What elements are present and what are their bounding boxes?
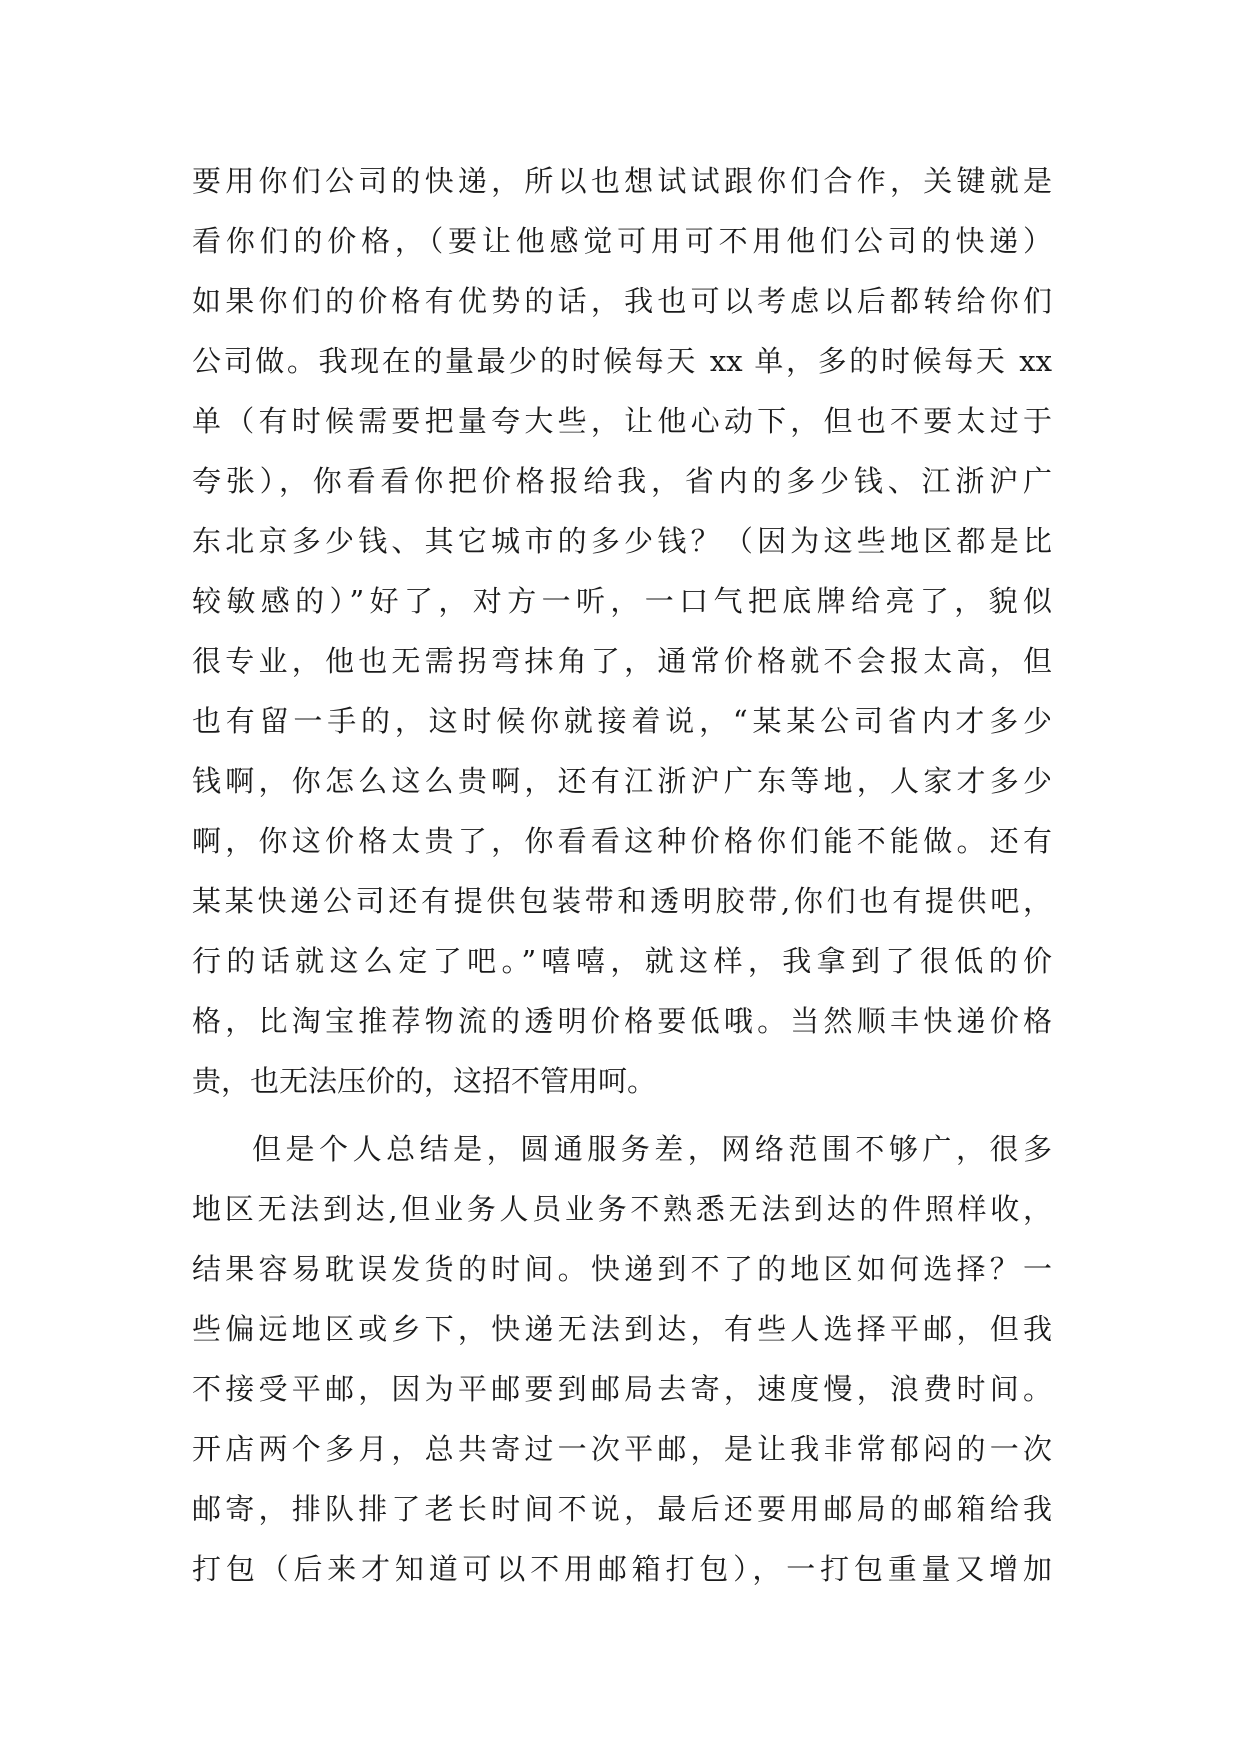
paragraph-line: 某某快递公司还有提供包装带和透明胶带,你们也有提供吧， — [192, 884, 1052, 918]
paragraph-line: 开店两个多月，总共寄过一次平邮，是让我非常郁闷的一次 — [192, 1432, 1052, 1466]
paragraph-line: 地区无法到达,但业务人员业务不熟悉无法到达的件照样收， — [192, 1192, 1052, 1226]
paragraph-line: 公司做。我现在的量最少的时候每天 xx 单，多的时候每天 xx — [192, 344, 1052, 378]
paragraph-line: 但是个人总结是，圆通服务差，网络范围不够广，很多 — [252, 1132, 1052, 1166]
paragraph-line: 啊，你这价格太贵了，你看看这种价格你们能不能做。还有 — [192, 824, 1052, 858]
paragraph-2 — [192, 1128, 1052, 1608]
paragraph-line: 格，比淘宝推荐物流的透明价格要低哦。当然顺丰快递价格 — [192, 1004, 1052, 1038]
paragraph-line: 夸张），你看看你把价格报给我，省内的多少钱、江浙沪广 — [192, 464, 1052, 498]
document-body — [192, 160, 1052, 1608]
paragraph-line: 结果容易耽误发货的时间。快递到不了的地区如何选择？一 — [192, 1252, 1052, 1286]
paragraph-line: 也有留一手的，这时候你就接着说，“某某公司省内才多少 — [192, 704, 1052, 738]
paragraph-line: 行的话就这么定了吧。”嘻嘻，就这样，我拿到了很低的价 — [192, 944, 1052, 978]
paragraph-line: 打包（后来才知道可以不用邮箱打包），一打包重量又增加 — [192, 1552, 1052, 1586]
paragraph-line: 很专业，他也无需拐弯抹角了，通常价格就不会报太高，但 — [192, 644, 1052, 678]
paragraph-line: 钱啊，你怎么这么贵啊，还有江浙沪广东等地，人家才多少 — [192, 764, 1052, 798]
paragraph-line: 不接受平邮，因为平邮要到邮局去寄，速度慢，浪费时间。 — [192, 1372, 1052, 1406]
paragraph-line: 单（有时候需要把量夸大些，让他心动下，但也不要太过于 — [192, 404, 1052, 438]
paragraph-line: 看你们的价格，（要让他感觉可用可不用他们公司的快递） — [192, 224, 1052, 258]
paragraph-line: 如果你们的价格有优势的话，我也可以考虑以后都转给你们 — [192, 284, 1052, 318]
paragraph-1 — [192, 160, 1052, 1120]
paragraph-line: 较敏感的）”好了，对方一听，一口气把底牌给亮了，貌似 — [192, 584, 1052, 618]
paragraph-line: 邮寄，排队排了老长时间不说，最后还要用邮局的邮箱给我 — [192, 1492, 1052, 1526]
paragraph-spacer — [192, 1120, 1052, 1128]
paragraph-line: 贵，也无法压价的，这招不管用呵。 — [192, 1064, 657, 1098]
paragraph-line: 要用你们公司的快递，所以也想试试跟你们合作，关键就是 — [192, 164, 1052, 198]
paragraph-line: 东北京多少钱、其它城市的多少钱？（因为这些地区都是比 — [192, 524, 1052, 558]
paragraph-line: 些偏远地区或乡下，快递无法到达，有些人选择平邮，但我 — [192, 1312, 1052, 1346]
